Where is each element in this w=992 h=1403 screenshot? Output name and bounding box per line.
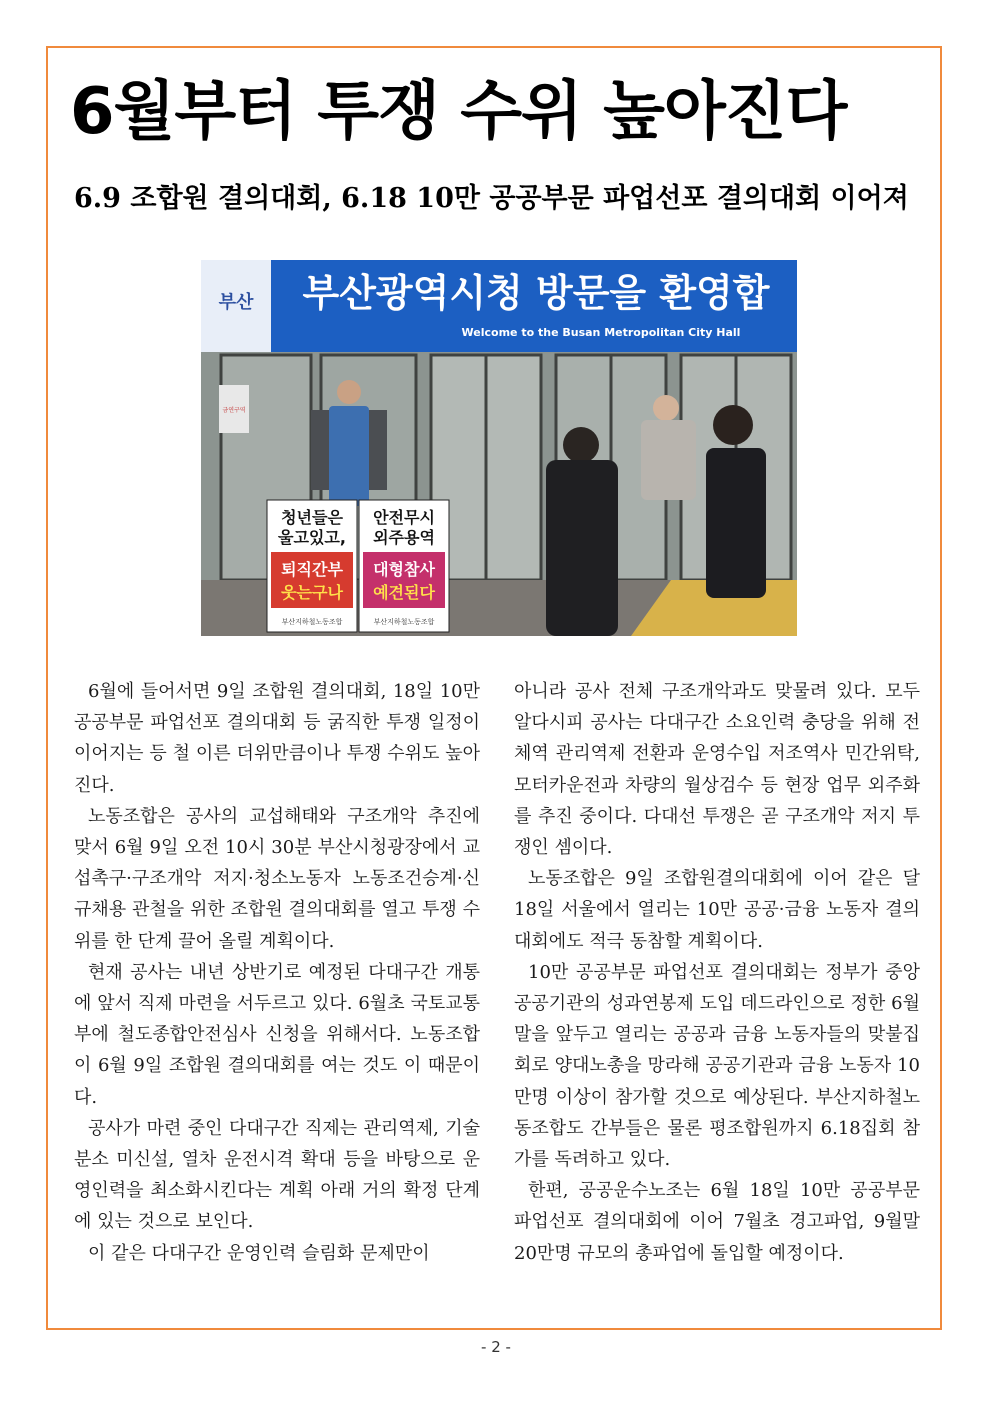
paragraph: 공사가 마련 중인 다대구간 직제는 관리역제, 기술분소 미신설, 열차 운전시격 확대 등을 바탕으로 운영인력을 최소화시킨다는 계획 아래 거의 확정 단계에 있는 것으로 보인다.	[74, 1117, 480, 1233]
subheadline: 6.9 조합원 결의대회, 6.18 10만 공공부문 파업선포 결의대회 이어져	[74, 183, 909, 214]
banner-subtext: Welcome to the Busan Metropolitan City Hall	[461, 326, 741, 339]
paragraph: 노동조합은 공사의 교섭해태와 구조개악 추진에 맞서 6월 9일 오전 10시 30분 부산시청광장에서 교섭촉구·구조개악 저지·청소노동자 노동조건승계·신규채용 관철을 위한 조합원 결의대회를 열고 투쟁 수위를 한 단계 끌어 올릴 계획이다.	[74, 805, 480, 952]
paragraph-continuation: 아니라 공사 전체 구조개악과도 맞물려 있다. 모두 알다시피 공사는 다대구간 소요인력 충당을 위해 전체역 관리역제 전환과 운영수입 저조역사 민간위탁, 모터카운전과 차량의 월상검수 등 현장 업무 외주화를 추진 중이다. 다대선 투쟁은 곧 구조개악 저지 투쟁인 셈이다.	[514, 681, 920, 859]
page-number: - 2 -	[481, 1338, 511, 1356]
svg-text:청년들은: 청년들은	[281, 508, 343, 527]
svg-text:대형참사: 대형참사	[373, 560, 435, 579]
paragraph: 현재 공사는 내년 상반기로 예정된 다대구간 개통에 앞서 직제 마련을 서두르고 있다. 6월초 국토교통부에 철도종합안전심사 신청을 위해서다. 노동조합이 6월 9일 조합원 결의대회를 여는 것도 이 때문이다.	[74, 961, 480, 1108]
svg-text:웃는구나: 웃는구나	[281, 583, 343, 602]
protest-sign-right	[359, 500, 449, 632]
paragraph: 10만 공공부문 파업선포 결의대회는 정부가 중앙 공공기관의 성과연봉제 도입 데드라인으로 정한 6월 말을 앞두고 열리는 공공과 금융 노동자들의 맞불집회로 양대노총을 망라해 공공기관과 금융 노동자 10만명 이상이 참가할 것으로 예상된다. 부산지하철노동조합도 간부들은 물론 평조합원까지 6.18집회 참가를 독려하고 있다.	[514, 961, 920, 1171]
headline: 6월부터 투쟁 수위 높아진다	[70, 75, 847, 149]
paragraph: 6월에 들어서면 9일 조합원 결의대회, 18일 10만 공공부문 파업선포 결의대회 등 굵직한 투쟁 일정이 이어지는 등 철 이른 더위만큼이나 투쟁 수위도 높아진다.	[74, 681, 480, 796]
paragraph: 한편, 공공운수노조는 6월 18일 10만 공공부문 파업선포 결의대회에 이어 7월초 경고파업, 9월말 20만명 규모의 총파업에 돌입할 예정이다.	[514, 1180, 920, 1264]
article-column-right	[514, 676, 920, 1269]
svg-text:부산지하철노동조합: 부산지하철노동조합	[281, 618, 343, 626]
svg-text:안전무시: 안전무시	[373, 508, 435, 527]
svg-text:외주용역: 외주용역	[373, 528, 435, 547]
banner-text: 부산광역시청 방문을 환영합	[302, 271, 770, 315]
svg-text:퇴직간부: 퇴직간부	[281, 560, 343, 579]
notice-text: 금연구역	[222, 407, 246, 414]
paragraph: 이 같은 다대구간 운영인력 슬림화 문제만이	[88, 1242, 430, 1264]
svg-text:울고있고,: 울고있고,	[278, 528, 346, 547]
banner-logo: 부산	[218, 292, 254, 313]
news-photo	[201, 260, 797, 636]
article-column-left	[74, 676, 480, 1269]
paragraph: 노동조합은 9일 조합원결의대회에 이어 같은 달 18일 서울에서 열리는 10만 공공·금융 노동자 결의대회에도 적극 동참할 계획이다.	[514, 868, 920, 952]
protest-sign-left	[267, 500, 357, 632]
svg-text:부산지하철노동조합: 부산지하철노동조합	[373, 618, 435, 626]
svg-text:예견된다: 예견된다	[373, 583, 435, 602]
